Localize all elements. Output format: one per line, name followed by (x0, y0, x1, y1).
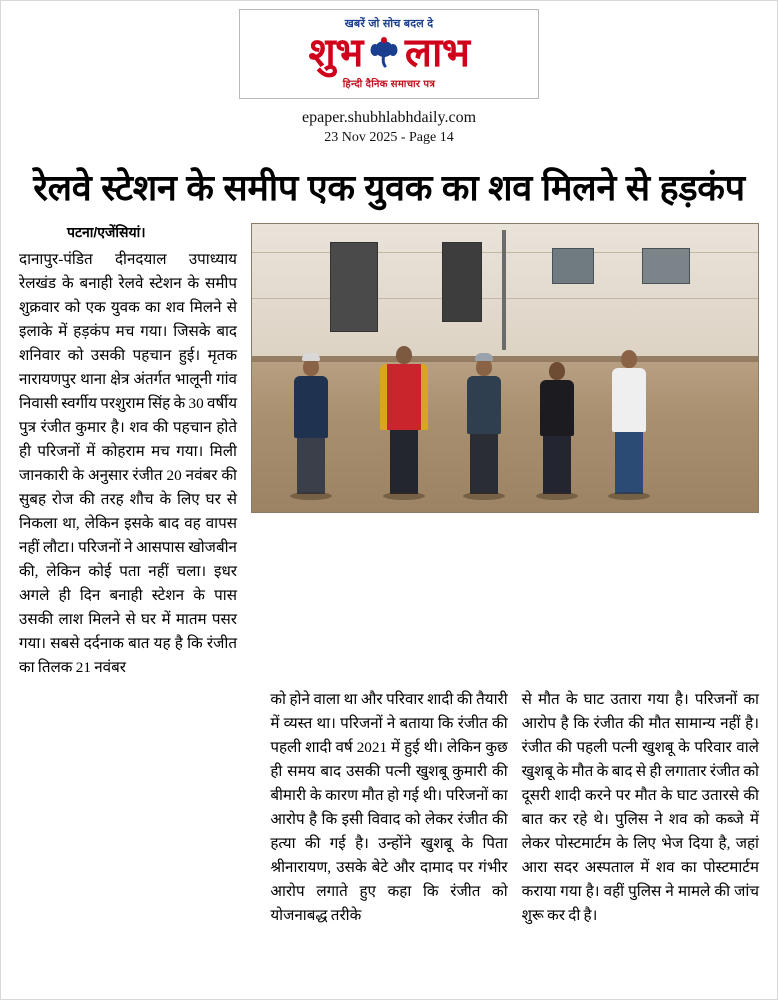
photo-person-legs (470, 434, 498, 494)
photo-person-head (549, 362, 565, 380)
photo-person-head (303, 358, 319, 376)
article-headline: रेलवे स्टेशन के समीप एक युवक का शव मिलने से हड़कंप (33, 167, 745, 208)
photo-person-cap (302, 353, 320, 361)
photo-person-legs (543, 436, 571, 494)
logo-word-left: शुभ (308, 31, 363, 75)
logo-wordmark (250, 32, 528, 74)
article-paragraph-1 (19, 248, 237, 680)
photo-window (552, 248, 594, 284)
photo-person-torso (294, 376, 328, 438)
photo-window (642, 248, 690, 284)
logo-word-right: लाभ (404, 31, 470, 75)
article-text-col2: को होने वाला था और परिवार शादी की तैयारी में व्यस्त था। परिजनों ने बताया कि रंजीत की पहली शादी वर्ष 2021 में हुई थी। लेकिन कुछ ही समय बाद उसकी पत्नी खुशबू कुमारी की बीमारी के कारण मौत हो गई थी। परिजनों का आरोप है कि इसी विवाद को लेकर रंजीत की हत्या की गई है। उन्होंने खुशबू के पिता श्रीनारायण, उसके बेटे और दामाद पर गंभीर आरोप लगाते हुए कहा कि रंजीत को योजनाबद्ध तरीके (270, 690, 508, 925)
photo-door (442, 242, 482, 322)
epaper-url: epaper.shubhlabhdaily.com (301, 109, 477, 126)
photo-person-torso (380, 364, 428, 430)
photo-person-head (396, 346, 412, 364)
photo-person-torso (612, 368, 646, 432)
article-text-col3: से मौत के घाट उतारा गया है। परिजनों का आरोप है कि रंजीत की मौत सामान्य नहीं है। रंजीत की पहली पत्नी खुशबू के परिवार वाले खुशबू के मौत के बाद से ही लगातार रंजीत को दूसरी शादी करने पर मौत के घाट उतारसे की बात कर रहे थे। पुलिस ने शव को कब्जे में लेकर पोस्टमार्टम के लिए भेज दिया है, जहां आरा सदर अस्पताल में शव का पोस्टमार्टम कराया गया है। वहीं पुलिस ने मामले की जांच शुरू कर दी है। (521, 690, 759, 925)
photo-person (294, 353, 328, 494)
news-photo (251, 223, 759, 513)
photo-person-head (476, 358, 492, 376)
photo-person (380, 346, 428, 494)
logo-tagline-bottom: हिन्दी दैनिक समाचार पत्र (342, 79, 436, 90)
article-column-1-lower (19, 692, 256, 928)
masthead (1, 1, 777, 99)
ganesha-icon (369, 36, 399, 70)
photo-person-head (621, 350, 637, 368)
photo-person-torso (467, 376, 501, 434)
photo-person-legs (390, 430, 418, 494)
photo-person (612, 350, 646, 494)
photo-person-shadow (383, 492, 425, 500)
photo-person-torso (540, 380, 574, 436)
photo-person (467, 353, 501, 494)
byline: पटना/एजेंसियां। (67, 223, 146, 240)
photo-person-shadow (536, 492, 578, 500)
article-column-3 (522, 688, 759, 928)
photo-person-cap (475, 353, 493, 361)
publication-logo (239, 9, 539, 99)
photo-person-shadow (463, 492, 505, 500)
photo-person (540, 362, 574, 494)
photo-door (330, 242, 378, 332)
photo-person-shadow (290, 492, 332, 500)
article-top-section (19, 223, 759, 680)
article-column-2 (270, 688, 507, 928)
photo-pole (502, 230, 506, 350)
article-column-left (19, 223, 237, 680)
logo-tagline-top: खबरें जो सोच बदल दे (344, 18, 434, 30)
date-and-page: 23 Nov 2025 - Page 14 (324, 130, 454, 145)
article-text-col1: दानापुर-पंडित दीनदयाल उपाध्याय रेलखंड के बनाही रेलवे स्टेशन के समीप शुक्रवार को एक युवक का शव मिलने से इलाके में हड़कंप मच गया। जिसके बाद शनिवार को उसकी पहचान हुई। मृतक नारायणपुर थाना क्षेत्र अंतर्गत भालूनी गांव निवासी स्वर्गीय परशुराम सिंह के 30 वर्षीय पुत्र रंजीत कुमार है। शव की पहचान होते ही परिजनों में कोहराम मच गया। मिली जानकारी के अनुसार रंजीत 20 नवंबर की सुबह रोज की तरह शौच के लिए घर से निकला था, लेकिन इसके बाद वह वापस नहीं लौटा। परिजनों ने आसपास खोजबीन की, लेकिन कोई पता नहीं चला। इधर अगले ही दिन बनाही स्टेशन के पास उसकी लाश मिलने से घर में मातम पसर गया। सबसे दर्दनाक बात यह है कि रंजीत का तिलक 21 नवंबर (19, 250, 237, 676)
photo-person-shadow (608, 492, 650, 500)
photo-person-legs (615, 432, 643, 494)
photo-person-legs (297, 438, 325, 494)
article-bottom-section (19, 688, 759, 928)
